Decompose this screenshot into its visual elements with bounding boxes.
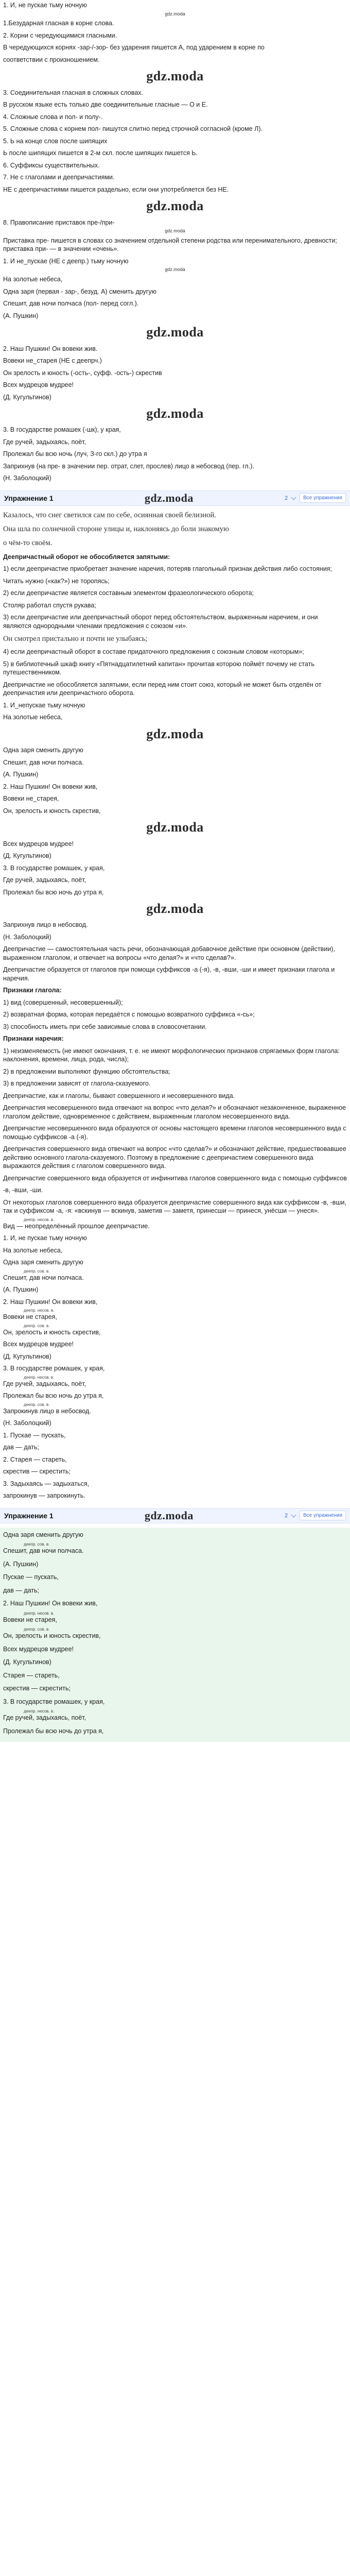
text-line: Пускае — пускать, [3,1573,59,1581]
scanned-text [0,510,350,549]
text-line: Спешит, дав ночи полчаса (пол- перед согл.). [3,300,139,308]
text-line: Он, зрелость и юность скрестив, [3,1328,101,1336]
text-line: 4) если деепричастный оборот в составе придаточного предложения с союзным словом «которым»; [3,648,304,656]
text-line: 3. Задыхаясь — задыхаться, [3,1480,90,1487]
text-line: 6. Суффиксы существительных. [3,161,100,169]
text-line: 1) неизменяемость (не имеют окончания, т. е. не имеют морфологических признаков спрягаемых форм глагола: наклонения, времени, лица, рода, числа); [3,1047,340,1063]
header-watermark: gdz.moda [144,492,194,505]
all-exercises-button[interactable]: Все упражнения [300,493,346,503]
text-line: Всех мудрецов мудрее! [3,840,74,848]
text-line: (А. Пушкин) [3,1560,39,1568]
text-line: 1) вид (совершенный, несовершенный); [3,998,123,1006]
scanned-line: о чём-то своём. [3,538,52,547]
all-exercises-button[interactable]: Все упражнения [300,1511,346,1520]
text-line: Деепричастие несовершенного вида образуются от основы настоящего времени глаголов несовершенного вида с помощью суффиксов -а (-я). [3,1125,346,1141]
text-line: 5. Сложные слова с корнем пол- пишутся слитно перед строчной согласной (кроме Л). [3,125,262,133]
text-line: (Д. Кугультинов) [3,852,51,860]
watermark-text: gdz.moda [146,901,204,917]
text-line: 5) в библиотечный шкаф книгу «Пятнадцатилетний капитан» прочитав которою поймёт почему не стать путешественником. [3,660,314,676]
text-line: 2. Корни с чередующимися гласными. [3,31,117,39]
text-line: (Д. Кугультинов) [3,393,51,401]
exercise-title: Упражнение 1 [4,1511,54,1520]
text-line: 2. Наш Пушкин! Он вовеки жив, [3,1600,98,1607]
text-line: соответствии с произношением. [3,56,100,63]
text-line: 2) если деепричастие является составным элементом фразеологического оборота; [3,589,254,597]
text-line: 1. И, не пускае тьму ночную [3,2,87,9]
text-line: Всех мудрецов мудрее! [3,1645,74,1653]
text-line: Где ручей, задыхаясь, поёт, [3,1380,86,1387]
text-line: Он, зрелость и юность скрестив, [3,1632,101,1640]
text-line: (А. Пушкин) [3,312,39,319]
grammar-annotation: деепр. сов. в. [24,1542,50,1547]
text-line: Деепричастие совершенного вида образуется от инфинитива глаголов совершенного вида с помощью суффиксов [3,1174,347,1182]
text-line: Пролежал бы всю ночь до утра я, [3,1392,104,1400]
text-line: 3. В государстве ромашек (-шк), у края, [3,426,121,434]
grammar-annotation: деепр. сов. в. [24,1402,50,1407]
grammar-annotation: деепр. несов. в. [24,1709,55,1714]
text-line: 1. Пускае — пускать, [3,1431,66,1439]
text-line: Признаки наречия: [3,1035,64,1043]
text-line: 3. Соединительная гласная в сложных словах. [3,89,144,96]
exercise-nav [285,493,346,503]
text-line: 1. И не_пускае (НЕ с деепр.) тьму ночную [3,257,129,265]
text-line: 3) в предложении зависят от глагола-сказуемого. [3,1080,151,1088]
text-line: Деепричастие не обособляется запятыми, если перед ним стоит союз, который не может быть отделён от деепричастия или деепричастного оборота. [3,681,322,697]
text-line: Приставка пре- пишется в словах со значением отдельной степени родства или перенимательного, древности; приставка при- — в значении «очень». [3,236,337,253]
text-line: Вид — неопределённый прошлое деепричастие. [3,1222,150,1230]
text-line: Где ручей, задыхаясь, поёт, [3,876,86,884]
text-line: 1) если деепричастие приобретает значение наречия, потеряв глагольный признак действия либо состояния; [3,565,332,573]
scanned-line: Она шла по солнечной стороне улицы и, наклоняясь до боли знакомую [3,524,229,533]
text-line: (Н. Заболоцкий) [3,474,51,482]
exercise-number[interactable]: 2 [285,1512,288,1519]
text-line: НЕ с деепричастиями пишется раздельно, если они употребляется без НЕ. [3,185,229,193]
watermark-small: gdz.moda [165,11,185,16]
header-watermark: gdz.moda [144,1509,194,1522]
text-line: Одна заря (первая - зар-, безуд. А) сменить другую [3,287,156,295]
text-line: 2) возвратная форма, которая передаётся с помощью возвратного суффикса «-сь»; [3,1011,255,1019]
text-line: Деепричастия совершенного вида отвечают на вопрос «что сделав?» и обозначают действие, предшествовавшее действию основного глагола-сказуемого. Поэтому в предложение с деепричастием совершенного вида выражаются действия с глаголом совершенного вида. [3,1145,346,1170]
text-line: Запрокинув лицо в небосвод. [3,1407,91,1415]
text-line: В русском языке есть только две соединительные гласные — О и Е. [3,101,208,109]
text-line: На золотые небеса, [3,1246,63,1254]
text-line: Признаки глагола: [3,987,62,994]
exercise-nav [285,1511,346,1520]
text-line: Заприхнув лицо в небосвод. [3,921,88,929]
exercise-header-2 [0,1508,350,1523]
exercise-number[interactable]: 2 [285,495,288,501]
watermark-text: gdz.moda [146,198,204,214]
watermark-text: gdz.moda [146,820,204,835]
text-line: 2. Наш Пушкин! Он вовеки жив. [3,345,98,352]
text-line: Деепричастие — самостоятельная часть речи, обозначающая добавочное действие при основном (действии), выраженном глаголом, и отвечает на вопросы «что делая?» и «что сделав?». [3,945,335,961]
text-line: Где ручей, задыхаясь, поёт, [3,438,86,446]
text-line: 7. Не с глаголами и деепричастиями. [3,174,115,181]
grammar-annotation: деепр. сов. в. [24,1627,50,1632]
text-line: скрестив — скрестить; [3,1685,71,1692]
text-line: (А. Пушкин) [3,771,39,778]
exercise-title: Упражнение 1 [4,494,54,502]
text-line: (А. Пушкин) [3,1286,39,1294]
text-line: 3) если деепричастие или деепричастный оборот перед обстоятельством, выраженным наречием, и они являются однородными членами предложения с союзом «и». [3,614,318,630]
text-line: (Д. Кугультинов) [3,1658,51,1666]
text-line: Пролежал бы всю ночь до утра я, [3,888,104,896]
text-line: Деепричастия несовершенного вида отвечают на вопрос «что делая?» и обозначают незаконченное, выраженное глаголом действие, одновременное с действием, выраженным глаголом несовершенного вида. [3,1104,346,1120]
text-line: 2. Наш Пушкин! Он вовеки жив, [3,783,98,790]
text-line: Всех мудрецов мудрее! [3,381,74,389]
text-line: Ь после шипящих пишется в 2-м скл. после шипящих пишется Ь. [3,149,198,157]
watermark-small: gdz.moda [165,228,185,233]
text-line: Вовеки не старея, [3,1313,57,1321]
text-line: Деепричастие образуется от глаголов при помощи суффиксов -а (-я), -в, -вши, -ши и имеет признаки глагола и наречия. [3,966,335,982]
text-line: Спешит, дав ночи полчаса. [3,1274,84,1281]
exercise-header-1 [0,490,350,506]
text-line: запрокинув — запрокинуть. [3,1492,85,1500]
text-line: 2. Старея — стареть, [3,1455,67,1463]
chevron-down-icon[interactable] [291,1512,296,1517]
text-line: Деепричастие, как и глаголы, бывают совершенного и несовершенного вида. [3,1092,235,1099]
text-line: 3) способность иметь при себе зависимые слова в словосочетании. [3,1023,207,1030]
watermark-text: gdz.moda [146,406,204,421]
text-line: 3. В государстве ромашек, у края, [3,864,105,872]
grammar-annotation: деепр. сов. в. [24,1323,50,1328]
text-line: 1.Безударная гласная в корне слова. [3,20,114,27]
text-line: Одна заря сменить другую [3,1259,83,1266]
text-line: (Н. Заболоцкий) [3,933,51,941]
watermark-text: gdz.moda [146,726,204,741]
text-line: Заприхнув (на пре- в значении пер. отрат, слет, прослев) лицо в небосвод (пер. гл.). [3,462,254,470]
solution-section-3 [0,1528,350,1742]
text-line: Старея — стареть, [3,1671,60,1679]
text-line: На золотые небеса, [3,276,63,283]
chevron-down-icon[interactable] [291,495,296,500]
text-line: скрестив — скрестить; [3,1468,71,1476]
text-line: 2. Наш Пушкин! Он вовеки жив, [3,1298,98,1306]
text-line: 3. В государстве ромашек, у края, [3,1365,105,1372]
text-line: (Н. Заболоцкий) [3,1419,51,1427]
text-line: Пролежал бы всю ночь (луч, З-го скл.) до утра я [3,450,147,458]
text-line: Он, зрелость и юность скрестив, [3,807,101,815]
text-line: Пролежал бы всю ночь до утра я, [3,1727,104,1735]
text-line: -в, -вши, -ши. [3,1187,43,1194]
solution-section-2 [0,552,350,1505]
text-line: 1. И, не пускае тьму ночную [3,1234,87,1242]
text-line: Всех мудрецов мудрее! [3,1341,74,1348]
text-line: Где ручей, задыхаясь, поёт, [3,1714,86,1722]
text-line: Он смотрел пристально и почти не улыбаясь; [3,635,148,643]
text-line: Вовеки не_старея, [3,795,59,803]
text-line: Столяр работал спустя рукава; [3,601,96,609]
text-line: Он зрелость и юность (-ость-, суфф. -ость-) скрестив [3,369,162,377]
text-line: Читать нужно («как?») не торопясь; [3,577,110,585]
text-line: Одна заря сменить другую [3,1531,83,1538]
text-line: Вовеки не_старея (НЕ с деепрч.) [3,357,102,365]
solution-section-1 [0,0,350,487]
scanned-line: Казалось, что снег светился сам по себе, осиянная своей белизной. [3,511,216,519]
text-line: 5. Ь на конце слов после шипящих [3,137,108,145]
grammar-annotation: деепр. несов. в. [24,1375,55,1380]
text-line: На золотые небеса, [3,714,63,721]
text-line: (Д. Кугультинов) [3,1352,51,1360]
watermark-text: gdz.moda [146,325,204,340]
text-line: Спешит, дав ночи полчаса. [3,758,84,766]
watermark-small: gdz.moda [165,267,185,273]
text-line: дав — дать; [3,1586,40,1594]
grammar-annotation: деепр. несов. в. [24,1308,55,1313]
text-line: дав — дать; [3,1444,40,1451]
grammar-annotation: деепр. несов. в. [24,1217,55,1222]
grammar-annotation: деепр. несов. в. [24,1611,55,1616]
text-line: 4. Сложные слова и пол- и полу-. [3,113,103,121]
text-line: 3. В государстве ромашек, у края, [3,1698,105,1705]
text-line: 1. И_непускае тьму ночную [3,701,85,709]
text-line: 8. Правописание приставок пре-/при- [3,218,115,226]
text-line: Спешит, дав ночи полчаса. [3,1547,84,1555]
text-line: Вовеки не старея, [3,1616,57,1623]
text-line: Деепричастный оборот не обособляется запятыми: [3,553,170,561]
watermark-text: gdz.moda [146,69,204,84]
grammar-annotation: деепр. сов. в. [24,1268,50,1274]
text-line: От некоторых глаголов совершенного вида образуется деепричастие совершенного вида как суффиксом -в, -вши, так и суффиксом -а, -я: «вскинув — вскинув, заметив — заметя, принесши — принеся, унёсши — унеся». [3,1198,346,1215]
text-line: Одна заря сменить другую [3,747,83,754]
text-line: 2) в предложении выполняют функцию обстоятельства; [3,1067,170,1075]
text-line: В чередующихся корнях -зар-/-зор- без ударения пишется А, под ударением в корне по [3,44,265,52]
